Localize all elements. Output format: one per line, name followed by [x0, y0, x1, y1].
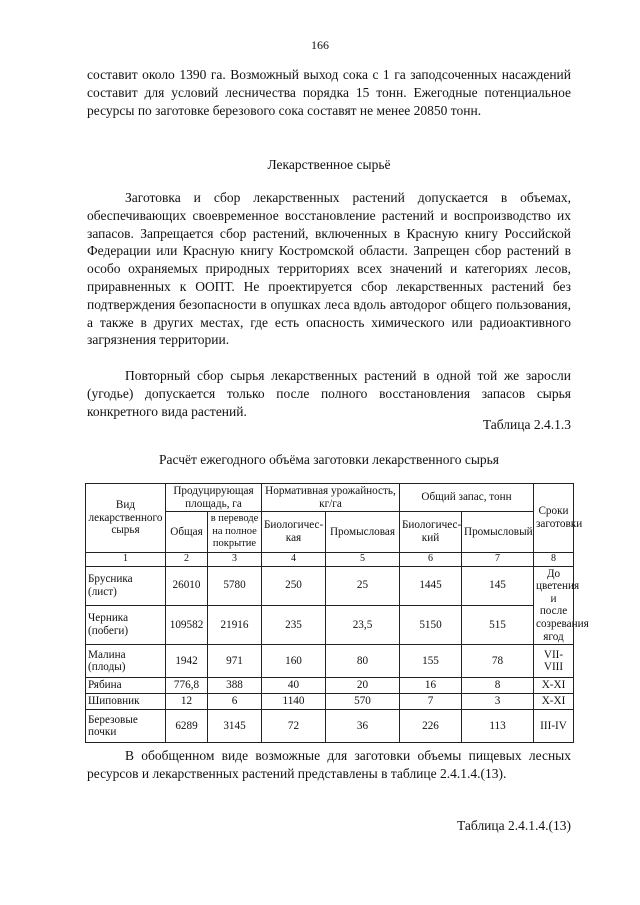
cell-yield-ind: 36 — [326, 710, 400, 743]
cell-stock-bio: 16 — [400, 678, 462, 694]
table-row — [86, 710, 574, 743]
cell-stock-bio: 155 — [400, 645, 462, 678]
cell-yield-ind: 25 — [326, 566, 400, 605]
cell-area-total: 6289 — [166, 710, 208, 743]
cell-name: Малина (плоды) — [86, 645, 166, 678]
col-num: 4 — [262, 552, 326, 566]
cell-yield-bio: 235 — [262, 605, 326, 644]
cell-stock-bio: 1445 — [400, 566, 462, 605]
header-stock-bio: Биологичес-кий — [400, 512, 462, 553]
col-num: 1 — [86, 552, 166, 566]
cell-yield-bio: 72 — [262, 710, 326, 743]
cell-terms-merged: До цветения и после созревания ягод — [534, 566, 574, 645]
cell-name: Рябина — [86, 678, 166, 694]
cell-name: Березовые почки — [86, 710, 166, 743]
cell-name: Брусника (лист) — [86, 566, 166, 605]
header-yield-ind: Промысловая — [326, 512, 400, 553]
paragraph-harvest-rules: Заготовка и сбор лекарственных растений допускается в объемах, обеспечивающих своевременное восстановление растений и воспроизводство их запасов. Запрещается сбор растений, включенных в Красную книгу Российской Федерации или Красную книгу Костромской области. Запрещен сбор растений в особо охраняемых природных территориях всех значений и категориях лесов, приравненных к ООПТ. Не проектируется сбор лекарственных растений без подтверждения безопасности в опушках леса вдоль автодорог общего пользования, а также в других местах, где есть опасность химического или радиоактивного загрязнения территории. — [87, 190, 571, 348]
column-number-row — [86, 552, 574, 566]
cell-yield-ind: 570 — [326, 694, 400, 710]
col-num: 2 — [166, 552, 208, 566]
cell-yield-ind: 20 — [326, 678, 400, 694]
section-title: Лекарственное сырьё — [267, 157, 391, 172]
table-label: Таблица 2.4.1.3 — [482, 417, 571, 432]
cell-yield-ind: 80 — [326, 645, 400, 678]
col-num: 7 — [462, 552, 534, 566]
cell-area-total: 26010 — [166, 566, 208, 605]
cell-yield-ind: 23,5 — [326, 605, 400, 644]
cell-stock-bio: 7 — [400, 694, 462, 710]
cell-stock-ind: 78 — [462, 645, 534, 678]
cell-area-full: 3145 — [208, 710, 262, 743]
cell-area-total: 776,8 — [166, 678, 208, 694]
header-stock: Общий запас, тонн — [400, 484, 534, 512]
cell-area-total: 109582 — [166, 605, 208, 644]
cell-stock-ind: 113 — [462, 710, 534, 743]
table-row — [86, 694, 574, 710]
cell-name: Черника (побеги) — [86, 605, 166, 644]
cell-area-full: 971 — [208, 645, 262, 678]
cell-area-total: 1942 — [166, 645, 208, 678]
cell-yield-bio: 160 — [262, 645, 326, 678]
header-yield: Нормативная урожайность, кг/га — [262, 484, 400, 512]
table-title: Расчёт ежегодного объёма заготовки лекарственного сырья — [158, 452, 500, 467]
cell-area-full: 5780 — [208, 566, 262, 605]
cell-terms: VII-VIII — [534, 645, 574, 678]
next-table-label: Таблица 2.4.1.4.(13) — [457, 818, 571, 833]
col-num: 8 — [534, 552, 574, 566]
table-row — [86, 678, 574, 694]
table-row — [86, 605, 574, 644]
cell-area-total: 12 — [166, 694, 208, 710]
paragraph-summary: В обобщенном виде возможные для заготовки объемы пищевых лесных ресурсов и лекарственных растений представлены в таблице 2.4.1.4.(13). — [87, 748, 571, 781]
cell-name: Шиповник — [86, 694, 166, 710]
table-row — [86, 566, 574, 605]
header-area-total: Общая — [166, 512, 208, 553]
cell-stock-ind: 145 — [462, 566, 534, 605]
page-number: 166 — [311, 38, 329, 52]
cell-stock-ind: 515 — [462, 605, 534, 644]
cell-terms: III-IV — [534, 710, 574, 743]
cell-stock-bio: 5150 — [400, 605, 462, 644]
cell-area-full: 388 — [208, 678, 262, 694]
header-area-full: в переводе на полное покрытие — [208, 512, 262, 553]
header-stock-ind: Промысловый — [462, 512, 534, 553]
col-num: 6 — [400, 552, 462, 566]
cell-stock-ind: 3 — [462, 694, 534, 710]
cell-stock-ind: 8 — [462, 678, 534, 694]
col-num: 3 — [208, 552, 262, 566]
medicinal-harvest-table — [85, 483, 589, 743]
intro-paragraph: составит около 1390 га. Возможный выход сока с 1 га заподсоченных насаждений составит для условий лесничества порядка 15 тонн. Ежегодные потенциальное ресурсы по заготовке березового сока составят не менее 20850 тонн. — [87, 67, 571, 118]
cell-area-full: 6 — [208, 694, 262, 710]
cell-yield-bio: 1140 — [262, 694, 326, 710]
header-terms: Сроки заготовки — [534, 484, 574, 553]
table-row — [86, 645, 574, 678]
paragraph-repeat-collection: Повторный сбор сырья лекарственных растений в одной той же заросли (угодье) допускается только после полного восстановления запасов сырья конкретного вида растений. — [87, 368, 571, 419]
header-yield-bio: Биологичес-кая — [262, 512, 326, 553]
cell-stock-bio: 226 — [400, 710, 462, 743]
cell-yield-bio: 250 — [262, 566, 326, 605]
header-area: Продуцирующая площадь, га — [166, 484, 262, 512]
col-num: 5 — [326, 552, 400, 566]
cell-terms: X-XI — [534, 694, 574, 710]
cell-area-full: 21916 — [208, 605, 262, 644]
header-species: Вид лекарственного сырья — [86, 484, 166, 553]
cell-yield-bio: 40 — [262, 678, 326, 694]
cell-terms: X-XI — [534, 678, 574, 694]
